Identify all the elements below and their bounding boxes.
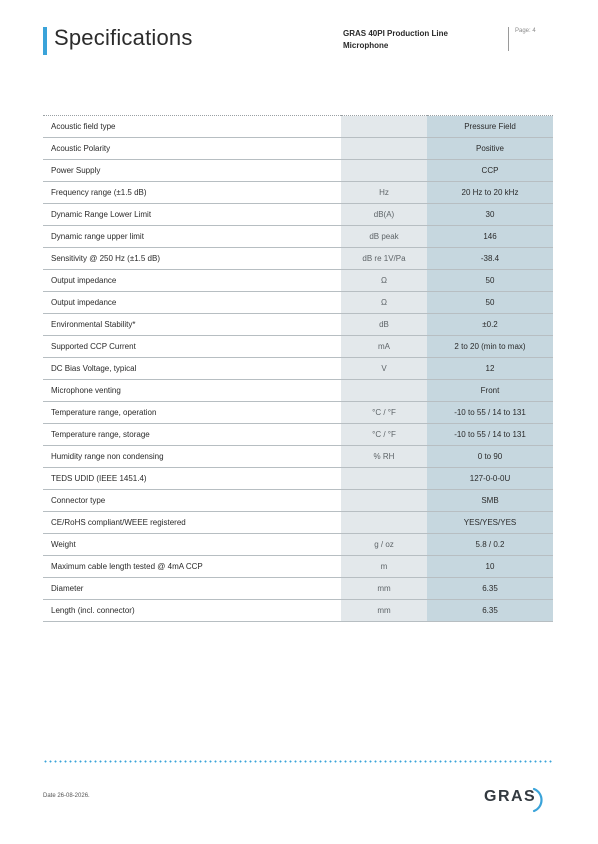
footer-date: Date 26-08-2026. [43, 793, 90, 799]
spec-value: -10 to 55 / 14 to 131 [427, 424, 553, 446]
spec-value: 5.8 / 0.2 [427, 534, 553, 556]
gras-logo-text: GRAS [484, 788, 537, 805]
spec-parameter: Power Supply [43, 160, 341, 182]
header-divider [508, 27, 509, 51]
spec-parameter: Output impedance [43, 270, 341, 292]
spec-parameter: DC Bias Voltage, typical [43, 358, 341, 380]
table-row [43, 556, 553, 578]
table-row [43, 314, 553, 336]
spec-parameter: Sensitivity @ 250 Hz (±1.5 dB) [43, 248, 341, 270]
spec-unit: Ω [341, 270, 427, 292]
table-row [43, 578, 553, 600]
spec-value: 6.35 [427, 600, 553, 622]
spec-unit: mA [341, 336, 427, 358]
spec-unit: dB peak [341, 226, 427, 248]
specifications-table [43, 115, 553, 622]
spec-value: -10 to 55 / 14 to 131 [427, 402, 553, 424]
spec-unit: Ω [341, 292, 427, 314]
spec-parameter: Weight [43, 534, 341, 556]
table-row [43, 358, 553, 380]
spec-value: 10 [427, 556, 553, 578]
spec-parameter: Diameter [43, 578, 341, 600]
table-row [43, 534, 553, 556]
table-row [43, 468, 553, 490]
spec-value: CCP [427, 160, 553, 182]
spec-value: SMB [427, 490, 553, 512]
spec-value: 0 to 90 [427, 446, 553, 468]
table-row [43, 424, 553, 446]
table-row [43, 248, 553, 270]
spec-unit [341, 380, 427, 402]
spec-unit [341, 160, 427, 182]
spec-parameter: Environmental Stability* [43, 314, 341, 336]
table-row [43, 402, 553, 424]
spec-parameter: TEDS UDID (IEEE 1451.4) [43, 468, 341, 490]
spec-unit: °C / °F [341, 424, 427, 446]
spec-parameter: Output impedance [43, 292, 341, 314]
spec-parameter: Supported CCP Current [43, 336, 341, 358]
spec-parameter: Temperature range, operation [43, 402, 341, 424]
spec-parameter: Acoustic field type [43, 116, 341, 138]
footer-dotted-divider [43, 760, 554, 763]
table-row [43, 336, 553, 358]
spec-parameter: Frequency range (±1.5 dB) [43, 182, 341, 204]
spec-parameter: Length (incl. connector) [43, 600, 341, 622]
spec-unit [341, 512, 427, 534]
table-row [43, 512, 553, 534]
spec-value: Front [427, 380, 553, 402]
spec-value: 6.35 [427, 578, 553, 600]
spec-value: 50 [427, 292, 553, 314]
spec-parameter: Acoustic Polarity [43, 138, 341, 160]
spec-value: 30 [427, 204, 553, 226]
product-name: GRAS 40PI Production Line Microphone [343, 29, 448, 50]
table-row [43, 270, 553, 292]
table-row [43, 446, 553, 468]
spec-value: Positive [427, 138, 553, 160]
spec-unit [341, 468, 427, 490]
specifications-table-body [43, 116, 553, 622]
spec-parameter: Temperature range, storage [43, 424, 341, 446]
spec-unit: g / oz [341, 534, 427, 556]
spec-value: 146 [427, 226, 553, 248]
spec-unit: Hz [341, 182, 427, 204]
spec-unit: m [341, 556, 427, 578]
spec-parameter: Dynamic range upper limit [43, 226, 341, 248]
page-number: Page: 4 [515, 28, 536, 34]
table-row [43, 600, 553, 622]
spec-parameter: CE/RoHS compliant/WEEE registered [43, 512, 341, 534]
table-row [43, 204, 553, 226]
spec-unit [341, 138, 427, 160]
spec-unit [341, 490, 427, 512]
spec-unit: °C / °F [341, 402, 427, 424]
spec-value: 50 [427, 270, 553, 292]
table-row [43, 226, 553, 248]
spec-parameter: Maximum cable length tested @ 4mA CCP [43, 556, 341, 578]
spec-unit: dB(A) [341, 204, 427, 226]
spec-value: 2 to 20 (min to max) [427, 336, 553, 358]
spec-unit: mm [341, 578, 427, 600]
spec-value: 20 Hz to 20 kHz [427, 182, 553, 204]
table-row [43, 138, 553, 160]
logo-arc-icon [484, 783, 546, 815]
table-row [43, 182, 553, 204]
gras-logo [484, 783, 546, 815]
spec-parameter: Humidity range non condensing [43, 446, 341, 468]
spec-value: YES/YES/YES [427, 512, 553, 534]
spec-unit: dB re 1V/Pa [341, 248, 427, 270]
table-row [43, 160, 553, 182]
spec-value: -38.4 [427, 248, 553, 270]
spec-parameter: Dynamic Range Lower Limit [43, 204, 341, 226]
spec-value: ±0.2 [427, 314, 553, 336]
spec-value: 12 [427, 358, 553, 380]
spec-value: 127-0-0-0U [427, 468, 553, 490]
spec-unit: mm [341, 600, 427, 622]
spec-unit: % RH [341, 446, 427, 468]
table-row [43, 116, 553, 138]
spec-value: Pressure Field [427, 116, 553, 138]
spec-parameter: Microphone venting [43, 380, 341, 402]
spec-unit: V [341, 358, 427, 380]
page-title: Specifications [54, 25, 193, 50]
table-row [43, 292, 553, 314]
spec-unit [341, 116, 427, 138]
table-row [43, 380, 553, 402]
table-row [43, 490, 553, 512]
spec-unit: dB [341, 314, 427, 336]
title-accent-bar [43, 27, 47, 55]
spec-parameter: Connector type [43, 490, 341, 512]
